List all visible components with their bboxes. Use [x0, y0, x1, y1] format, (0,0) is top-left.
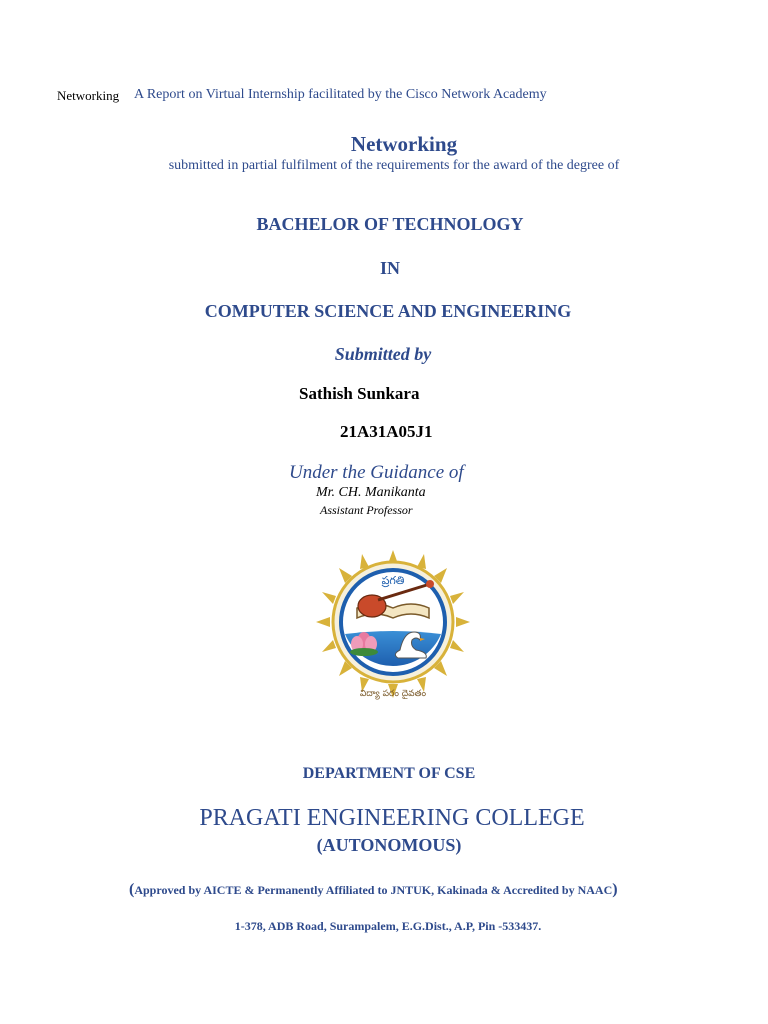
- college-address: 1-378, ADB Road, Surampalem, E.G.Dist., A.P, Pin -533437.: [234, 919, 542, 933]
- guidance-heading: Under the Guidance of: [289, 462, 464, 483]
- college-emblem-icon: [312, 546, 474, 702]
- branch-heading: COMPUTER SCIENCE AND ENGINEERING: [204, 301, 572, 321]
- guide-role: Assistant Professor: [320, 503, 413, 517]
- student-id: 21A31A05J1: [340, 422, 433, 441]
- page-title: Networking: [350, 132, 458, 156]
- submitted-by-label: Submitted by: [334, 344, 432, 364]
- approval-text: Approved by AICTE & Permanently Affiliated to JNTUK, Kakinada & Accredited by NAAC: [134, 883, 613, 897]
- approval-note: [129, 880, 619, 900]
- approval-close-paren: ): [612, 881, 618, 898]
- header-label: Networking: [57, 88, 120, 103]
- guide-name: Mr. CH. Manikanta: [316, 485, 426, 500]
- college-name: PRAGATI ENGINEERING COLLEGE: [199, 805, 585, 831]
- emblem-motto: విద్యా పరం దైవతం: [359, 689, 427, 699]
- in-word: IN: [379, 258, 400, 278]
- degree-heading: BACHELOR OF TECHNOLOGY: [256, 214, 524, 234]
- report-title: A Report on Virtual Internship facilitated by the Cisco Network Academy: [134, 87, 547, 102]
- approval-open-paren: (: [129, 881, 135, 898]
- subtitle: submitted in partial fulfilment of the requirements for the award of the degree of: [168, 158, 620, 173]
- student-name: Sathish Sunkara: [299, 384, 420, 403]
- emblem-top-text: ప్రగతి: [381, 574, 405, 587]
- department-heading: DEPARTMENT OF CSE: [302, 765, 476, 782]
- college-status: (AUTONOMOUS): [316, 835, 462, 855]
